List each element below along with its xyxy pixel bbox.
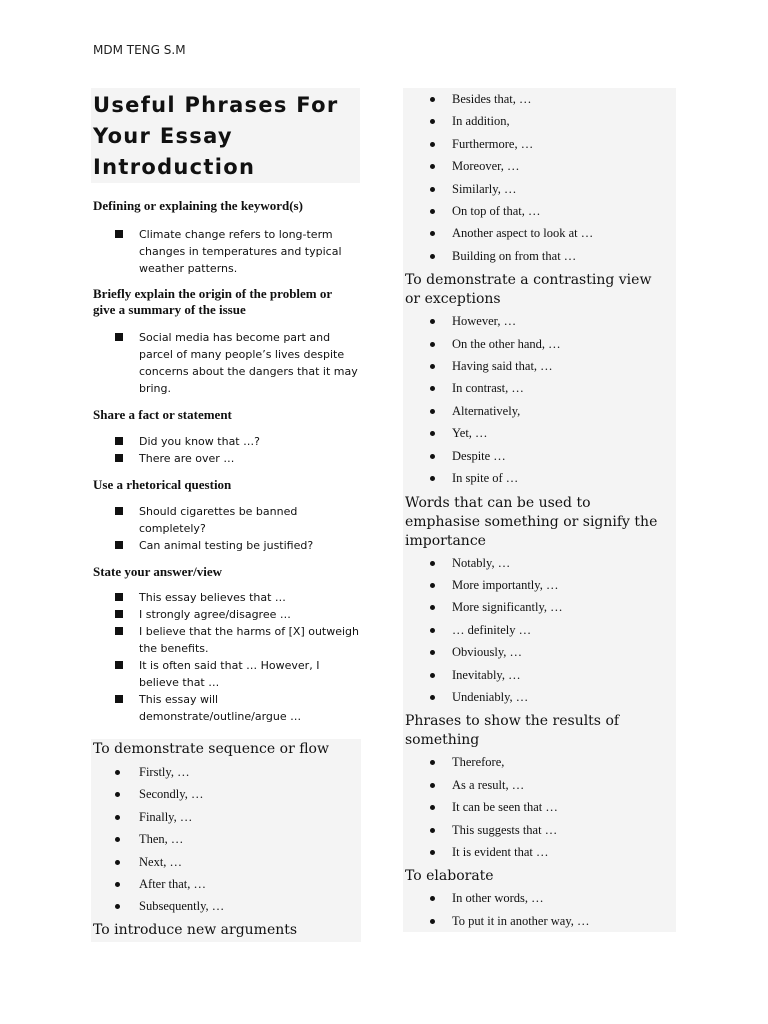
bullet-dot-icon — [115, 770, 120, 775]
emphasise-section — [403, 490, 676, 709]
right-column — [403, 88, 676, 932]
item-text: Alternatively, — [452, 403, 521, 418]
bullet-dot-icon — [115, 882, 120, 887]
list-item — [114, 433, 362, 450]
item-text: This essay believes that … — [139, 591, 286, 604]
item-text: Secondly, … — [139, 787, 204, 802]
list-item — [114, 226, 362, 277]
list-item — [114, 657, 362, 691]
list-item — [114, 537, 362, 554]
item-text: As a result, … — [452, 777, 525, 792]
list-item — [403, 596, 676, 618]
item-text: Despite … — [452, 448, 506, 463]
heading-line: importance — [405, 532, 486, 549]
bullet-dot-icon — [115, 904, 120, 909]
item-text: It is evident that … — [452, 844, 549, 859]
phrase-list — [403, 88, 676, 267]
item-text: To put it in another way, … — [452, 913, 590, 928]
list-item — [403, 155, 676, 177]
bullet-dot-icon — [430, 673, 435, 678]
bullet-dot-icon — [430, 919, 435, 924]
item-text: Notably, … — [452, 555, 511, 570]
bullet-dot-icon — [430, 142, 435, 147]
list-item — [403, 552, 676, 574]
square-bullet-icon — [115, 695, 123, 703]
list-item — [114, 691, 362, 725]
list-item — [403, 178, 676, 200]
elaborate-section — [403, 863, 676, 932]
bullet-dot-icon — [430, 409, 435, 414]
heading-line: Phrases to show the results of — [405, 713, 620, 730]
list-item — [403, 774, 676, 796]
item-text: Can animal testing be justified? — [139, 539, 314, 552]
bullet-dot-icon — [430, 828, 435, 833]
item-text: Furthermore, … — [452, 136, 534, 151]
list-item — [403, 245, 676, 267]
list-item — [403, 377, 676, 399]
heading-line: Briefly explain the origin of the problem or — [93, 286, 333, 301]
list-item — [403, 222, 676, 244]
bullet-dot-icon — [430, 805, 435, 810]
bullet-dot-icon — [430, 97, 435, 102]
item-text: In addition, — [452, 114, 510, 129]
bullet-dot-icon — [430, 850, 435, 855]
item-text: Therefore, — [452, 755, 505, 770]
section-heading: Defining or explaining the keyword(s) — [93, 198, 303, 213]
bullet-dot-icon — [115, 792, 120, 797]
section-heading — [403, 267, 676, 309]
sequence-section — [91, 739, 361, 942]
intro-section-origin — [91, 286, 362, 397]
list-item — [403, 467, 676, 489]
square-bullet-icon — [115, 610, 123, 618]
square-bullet-icon — [115, 593, 123, 601]
bullet-dot-icon — [430, 231, 435, 236]
list-item — [403, 686, 676, 708]
bullet-dot-icon — [430, 342, 435, 347]
phrase-list — [91, 433, 362, 467]
list-item — [91, 783, 361, 805]
heading-line: Words that can be used to — [405, 494, 591, 511]
item-text: It is often said that … However, I believe that … — [139, 659, 320, 689]
heading-line: give a summary of the issue — [93, 302, 246, 317]
square-bullet-icon — [115, 627, 123, 635]
phrase-list — [403, 552, 676, 709]
item-text: Climate change refers to long-term changes in temperatures and typical weather patterns. — [139, 228, 342, 275]
section-heading: To introduce new arguments — [93, 921, 298, 938]
list-item — [403, 310, 676, 332]
item-text: Subsequently, … — [139, 899, 225, 914]
item-text: I believe that the harms of [X] outweigh the benefits. — [139, 625, 360, 655]
bullet-dot-icon — [430, 896, 435, 901]
list-item — [91, 873, 361, 895]
left-column — [91, 88, 362, 942]
bullet-dot-icon — [430, 319, 435, 324]
bullet-dot-icon — [430, 386, 435, 391]
results-section — [403, 708, 676, 863]
list-item — [403, 445, 676, 467]
list-item — [403, 422, 676, 444]
item-text: Another aspect to look at … — [452, 226, 594, 241]
list-item — [114, 450, 362, 467]
bullet-dot-icon — [430, 628, 435, 633]
bullet-dot-icon — [430, 695, 435, 700]
section-heading — [93, 286, 362, 318]
list-item — [403, 664, 676, 686]
section-heading: To demonstrate sequence or flow — [93, 741, 329, 757]
item-text: Undeniably, … — [452, 689, 529, 704]
bullet-dot-icon — [115, 837, 120, 842]
list-item — [403, 910, 676, 932]
item-text: This essay will demonstrate/outline/argue … — [139, 693, 302, 723]
item-text: However, … — [452, 314, 517, 329]
item-text: This suggests that … — [452, 822, 558, 837]
heading-line: something — [405, 732, 480, 749]
list-item — [403, 841, 676, 863]
item-text: Having said that, … — [452, 359, 553, 374]
item-text: Should cigarettes be banned completely? — [139, 505, 298, 535]
list-item — [403, 400, 676, 422]
list-item — [403, 887, 676, 909]
contrast-section — [403, 267, 676, 489]
bullet-dot-icon — [430, 364, 435, 369]
intro-section-view — [91, 564, 362, 725]
bullet-dot-icon — [430, 209, 435, 214]
list-item — [91, 806, 361, 828]
item-text: After that, … — [139, 877, 206, 892]
list-item — [403, 333, 676, 355]
item-text: Next, … — [139, 854, 183, 869]
list-item — [114, 589, 362, 606]
phrase-list — [403, 887, 676, 932]
list-item — [91, 761, 361, 783]
section-heading — [403, 708, 676, 750]
list-item — [91, 828, 361, 850]
intro-section-fact — [91, 407, 362, 467]
bullet-dot-icon — [430, 454, 435, 459]
list-item — [403, 819, 676, 841]
list-item — [91, 851, 361, 873]
heading-line: emphasise something or signify the — [405, 513, 658, 530]
item-text: Inevitably, … — [452, 667, 521, 682]
phrase-list — [91, 761, 361, 918]
bullet-dot-icon — [430, 783, 435, 788]
item-text: Finally, … — [139, 809, 193, 824]
bullet-dot-icon — [430, 561, 435, 566]
list-item — [403, 574, 676, 596]
phrase-list — [91, 589, 362, 725]
section-heading — [403, 490, 676, 551]
square-bullet-icon — [115, 661, 123, 669]
section-heading: Use a rhetorical question — [93, 477, 232, 492]
heading-line: To demonstrate a contrasting view — [405, 272, 652, 289]
item-text: There are over … — [139, 452, 235, 465]
intro-section-rhetorical — [91, 477, 362, 554]
page-title — [91, 88, 360, 183]
intro-section-keyword — [91, 198, 362, 277]
item-text: Obviously, … — [452, 645, 523, 660]
item-text: In other words, … — [452, 891, 544, 906]
bullet-dot-icon — [115, 815, 120, 820]
square-bullet-icon — [115, 437, 123, 445]
item-text: Moreover, … — [452, 159, 520, 174]
title-line: Introduction — [93, 155, 256, 179]
bullet-dot-icon — [430, 164, 435, 169]
title-line: Useful Phrases For — [93, 93, 339, 117]
heading-line: or exceptions — [405, 291, 501, 308]
section-heading: To elaborate — [405, 868, 494, 885]
phrase-list — [403, 751, 676, 863]
bullet-dot-icon — [430, 119, 435, 124]
phrase-list — [91, 503, 362, 554]
item-text: In contrast, … — [452, 381, 524, 396]
list-item — [403, 796, 676, 818]
list-item — [403, 133, 676, 155]
item-text: Building on from that … — [452, 248, 577, 263]
section-heading: Share a fact or statement — [93, 407, 232, 422]
item-text: More significantly, … — [452, 600, 563, 615]
square-bullet-icon — [115, 333, 123, 341]
list-item — [403, 200, 676, 222]
item-text: Then, … — [139, 832, 184, 847]
item-text: I strongly agree/disagree … — [139, 608, 291, 621]
bullet-dot-icon — [430, 187, 435, 192]
phrase-list — [91, 329, 362, 397]
new-arguments-list — [403, 88, 676, 267]
item-text: It can be seen that … — [452, 800, 558, 815]
item-text: Firstly, … — [139, 765, 190, 779]
list-item — [403, 355, 676, 377]
item-text: Besides that, … — [452, 92, 532, 106]
item-text: Did you know that …? — [139, 435, 260, 448]
bullet-dot-icon — [430, 650, 435, 655]
item-text: On the other hand, … — [452, 336, 561, 351]
bullet-dot-icon — [430, 254, 435, 259]
phrase-list — [403, 310, 676, 489]
author-header: MDM TENG S.M — [93, 43, 186, 57]
bullet-dot-icon — [430, 760, 435, 765]
bullet-dot-icon — [430, 605, 435, 610]
square-bullet-icon — [115, 230, 123, 238]
bullet-dot-icon — [430, 476, 435, 481]
list-item — [114, 503, 362, 537]
item-text: Similarly, … — [452, 181, 517, 196]
square-bullet-icon — [115, 454, 123, 462]
list-item — [114, 623, 362, 657]
list-item — [114, 329, 362, 397]
title-line: Your Essay — [93, 124, 233, 148]
item-text: Yet, … — [452, 426, 488, 441]
bullet-dot-icon — [430, 431, 435, 436]
item-text: Social media has become part and parcel of many people’s lives despite concerns about the dangers that it may bring. — [139, 331, 358, 395]
item-text: On top of that, … — [452, 204, 541, 219]
item-text: … definitely … — [452, 622, 532, 637]
list-item — [403, 641, 676, 663]
phrase-list — [91, 226, 362, 277]
item-text: More importantly, … — [452, 577, 559, 592]
section-heading: State your answer/view — [93, 564, 223, 579]
list-item — [403, 619, 676, 641]
bullet-dot-icon — [115, 860, 120, 865]
square-bullet-icon — [115, 541, 123, 549]
list-item — [403, 110, 676, 132]
list-item — [403, 751, 676, 773]
list-item — [403, 88, 676, 110]
square-bullet-icon — [115, 507, 123, 515]
bullet-dot-icon — [430, 583, 435, 588]
list-item — [114, 606, 362, 623]
list-item — [91, 895, 361, 917]
item-text: In spite of … — [452, 471, 519, 486]
